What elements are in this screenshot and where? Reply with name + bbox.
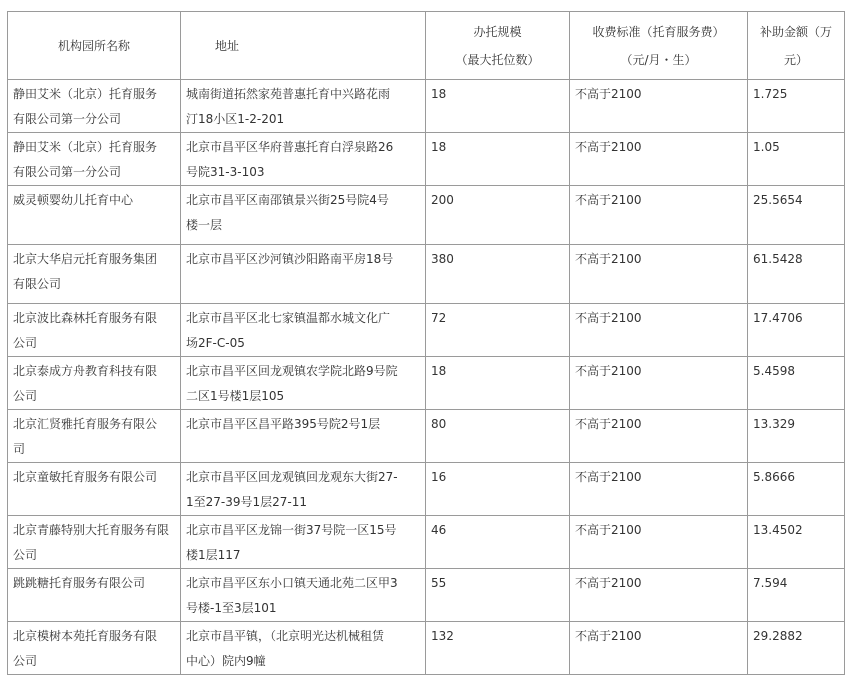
cell-address-line: 场2F-C-05 — [186, 336, 245, 350]
cell-name-line: 威灵顿婴幼儿托育中心 — [13, 193, 134, 207]
cell-name-line: 北京大华启元托育服务集团 — [13, 252, 158, 266]
cell-address-line: 号院31-3-103 — [186, 165, 265, 179]
cell-name — [8, 569, 181, 622]
header-amount — [748, 12, 845, 80]
cell-address — [181, 245, 426, 304]
table-header-row — [8, 12, 845, 80]
cell-scale: 18 — [426, 357, 570, 410]
cell-amount: 1.05 — [748, 133, 845, 186]
table-row — [8, 357, 845, 410]
cell-scale: 132 — [426, 622, 570, 675]
cell-name-line: 司 — [13, 442, 26, 456]
cell-amount: 13.4502 — [748, 516, 845, 569]
cell-scale: 72 — [426, 304, 570, 357]
cell-address-line: 北京市昌平镇，（北京明光达机械租赁 — [186, 629, 385, 643]
cell-address-line: 北京市昌平区南邵镇景兴街25号院4号 — [186, 193, 389, 207]
header-scale-line2: （最大托位数） — [455, 52, 540, 67]
cell-fee: 不高于2100 — [570, 186, 748, 245]
cell-scale: 16 — [426, 463, 570, 516]
cell-scale: 380 — [426, 245, 570, 304]
cell-name-line: 北京波比森林托育服务有限 — [13, 311, 158, 325]
cell-amount: 29.2882 — [748, 622, 845, 675]
cell-address-line: 号楼-1至3层101 — [186, 601, 277, 615]
table-row — [8, 186, 845, 245]
cell-name — [8, 186, 181, 245]
cell-address-line: 楼一层 — [186, 218, 223, 232]
cell-name — [8, 357, 181, 410]
cell-amount: 5.8666 — [748, 463, 845, 516]
cell-name-line: 北京汇贤雅托育服务有限公 — [13, 417, 158, 431]
cell-fee: 不高于2100 — [570, 622, 748, 675]
header-scale-line1: 办托规模 — [473, 24, 522, 39]
cell-amount: 25.5654 — [748, 186, 845, 245]
cell-address-line: 1至27-39号1层27-11 — [186, 495, 308, 509]
table-row — [8, 516, 845, 569]
cell-name — [8, 622, 181, 675]
cell-address — [181, 133, 426, 186]
cell-scale: 80 — [426, 410, 570, 463]
subsidy-table — [7, 11, 845, 675]
header-amount-line1: 补助金额（万 — [759, 24, 832, 39]
cell-address-line: 二区1号楼1层105 — [186, 389, 285, 403]
cell-name-line: 有限公司第一分公司 — [13, 165, 122, 179]
cell-amount: 7.594 — [748, 569, 845, 622]
cell-address — [181, 186, 426, 245]
header-amount-line2: 元） — [783, 52, 808, 67]
cell-fee: 不高于2100 — [570, 463, 748, 516]
cell-fee: 不高于2100 — [570, 410, 748, 463]
cell-name — [8, 133, 181, 186]
header-fee — [570, 12, 748, 80]
header-scale — [426, 12, 570, 80]
cell-scale: 18 — [426, 133, 570, 186]
table-row — [8, 463, 845, 516]
cell-name-line: 有限公司第一分公司 — [13, 112, 122, 126]
cell-name — [8, 516, 181, 569]
header-fee-line1: 收费标准（托育服务费） — [592, 24, 725, 39]
cell-address-line: 中心）院内9幢 — [186, 654, 266, 668]
cell-amount: 17.4706 — [748, 304, 845, 357]
cell-address-line: 北京市昌平区回龙观镇农学院北路9号院 — [186, 364, 398, 378]
cell-name — [8, 80, 181, 133]
table-row — [8, 80, 845, 133]
cell-address-line: 北京市昌平区东小口镇天通北苑二区甲3 — [186, 576, 398, 590]
cell-fee: 不高于2100 — [570, 304, 748, 357]
cell-address-line: 北京市昌平区沙河镇沙阳路南平房18号 — [186, 252, 394, 266]
cell-fee: 不高于2100 — [570, 357, 748, 410]
table-row — [8, 622, 845, 675]
table-body — [8, 80, 845, 675]
cell-address — [181, 80, 426, 133]
cell-address-line: 北京市昌平区回龙观镇回龙观东大街27- — [186, 470, 398, 484]
header-address: 地址 — [181, 12, 426, 80]
cell-amount: 5.4598 — [748, 357, 845, 410]
cell-amount: 1.725 — [748, 80, 845, 133]
cell-address-line: 汀18小区1-2-201 — [186, 112, 285, 126]
table-row — [8, 245, 845, 304]
cell-name-line: 静田艾米（北京）托育服务 — [13, 140, 158, 154]
header-name: 机构园所名称 — [8, 12, 181, 80]
table-row — [8, 304, 845, 357]
cell-scale: 18 — [426, 80, 570, 133]
cell-scale: 46 — [426, 516, 570, 569]
cell-address — [181, 569, 426, 622]
cell-name-line: 北京泰成方舟教育科技有限 — [13, 364, 158, 378]
cell-name-line: 静田艾米（北京）托育服务 — [13, 87, 158, 101]
cell-address — [181, 357, 426, 410]
cell-fee: 不高于2100 — [570, 569, 748, 622]
cell-name-line: 公司 — [13, 336, 38, 350]
cell-name-line: 北京青藤特别大托育服务有限 — [13, 523, 170, 537]
table-row — [8, 569, 845, 622]
cell-name-line: 公司 — [13, 548, 38, 562]
cell-address-line: 楼1层117 — [186, 548, 241, 562]
cell-amount: 61.5428 — [748, 245, 845, 304]
cell-scale: 200 — [426, 186, 570, 245]
cell-address — [181, 304, 426, 357]
header-fee-line2: （元/月・生） — [620, 52, 697, 67]
cell-address — [181, 622, 426, 675]
cell-address-line: 北京市昌平区昌平路395号院2号1层 — [186, 417, 381, 431]
cell-name-line: 跳跳糖托育服务有限公司 — [13, 576, 146, 590]
cell-name-line: 北京模树本苑托育服务有限 — [13, 629, 158, 643]
cell-fee: 不高于2100 — [570, 133, 748, 186]
cell-amount: 13.329 — [748, 410, 845, 463]
cell-fee: 不高于2100 — [570, 245, 748, 304]
cell-address-line: 北京市昌平区龙锦一街37号院一区15号 — [186, 523, 397, 537]
table-row — [8, 410, 845, 463]
table-row — [8, 133, 845, 186]
cell-address — [181, 410, 426, 463]
cell-name — [8, 245, 181, 304]
cell-name — [8, 304, 181, 357]
cell-address-line: 北京市昌平区北七家镇温都水城文化广 — [186, 311, 391, 325]
cell-scale: 55 — [426, 569, 570, 622]
cell-name — [8, 410, 181, 463]
cell-name — [8, 463, 181, 516]
cell-name-line: 有限公司 — [13, 277, 62, 291]
cell-name-line: 北京童敏托育服务有限公司 — [13, 470, 158, 484]
cell-fee: 不高于2100 — [570, 80, 748, 133]
cell-address-line: 北京市昌平区华府普惠托育白浮泉路26 — [186, 140, 394, 154]
cell-address-line: 城南街道拓然家苑普惠托育中兴路花雨 — [186, 87, 391, 101]
cell-name-line: 公司 — [13, 389, 38, 403]
cell-address — [181, 516, 426, 569]
cell-address — [181, 463, 426, 516]
cell-fee: 不高于2100 — [570, 516, 748, 569]
cell-name-line: 公司 — [13, 654, 38, 668]
